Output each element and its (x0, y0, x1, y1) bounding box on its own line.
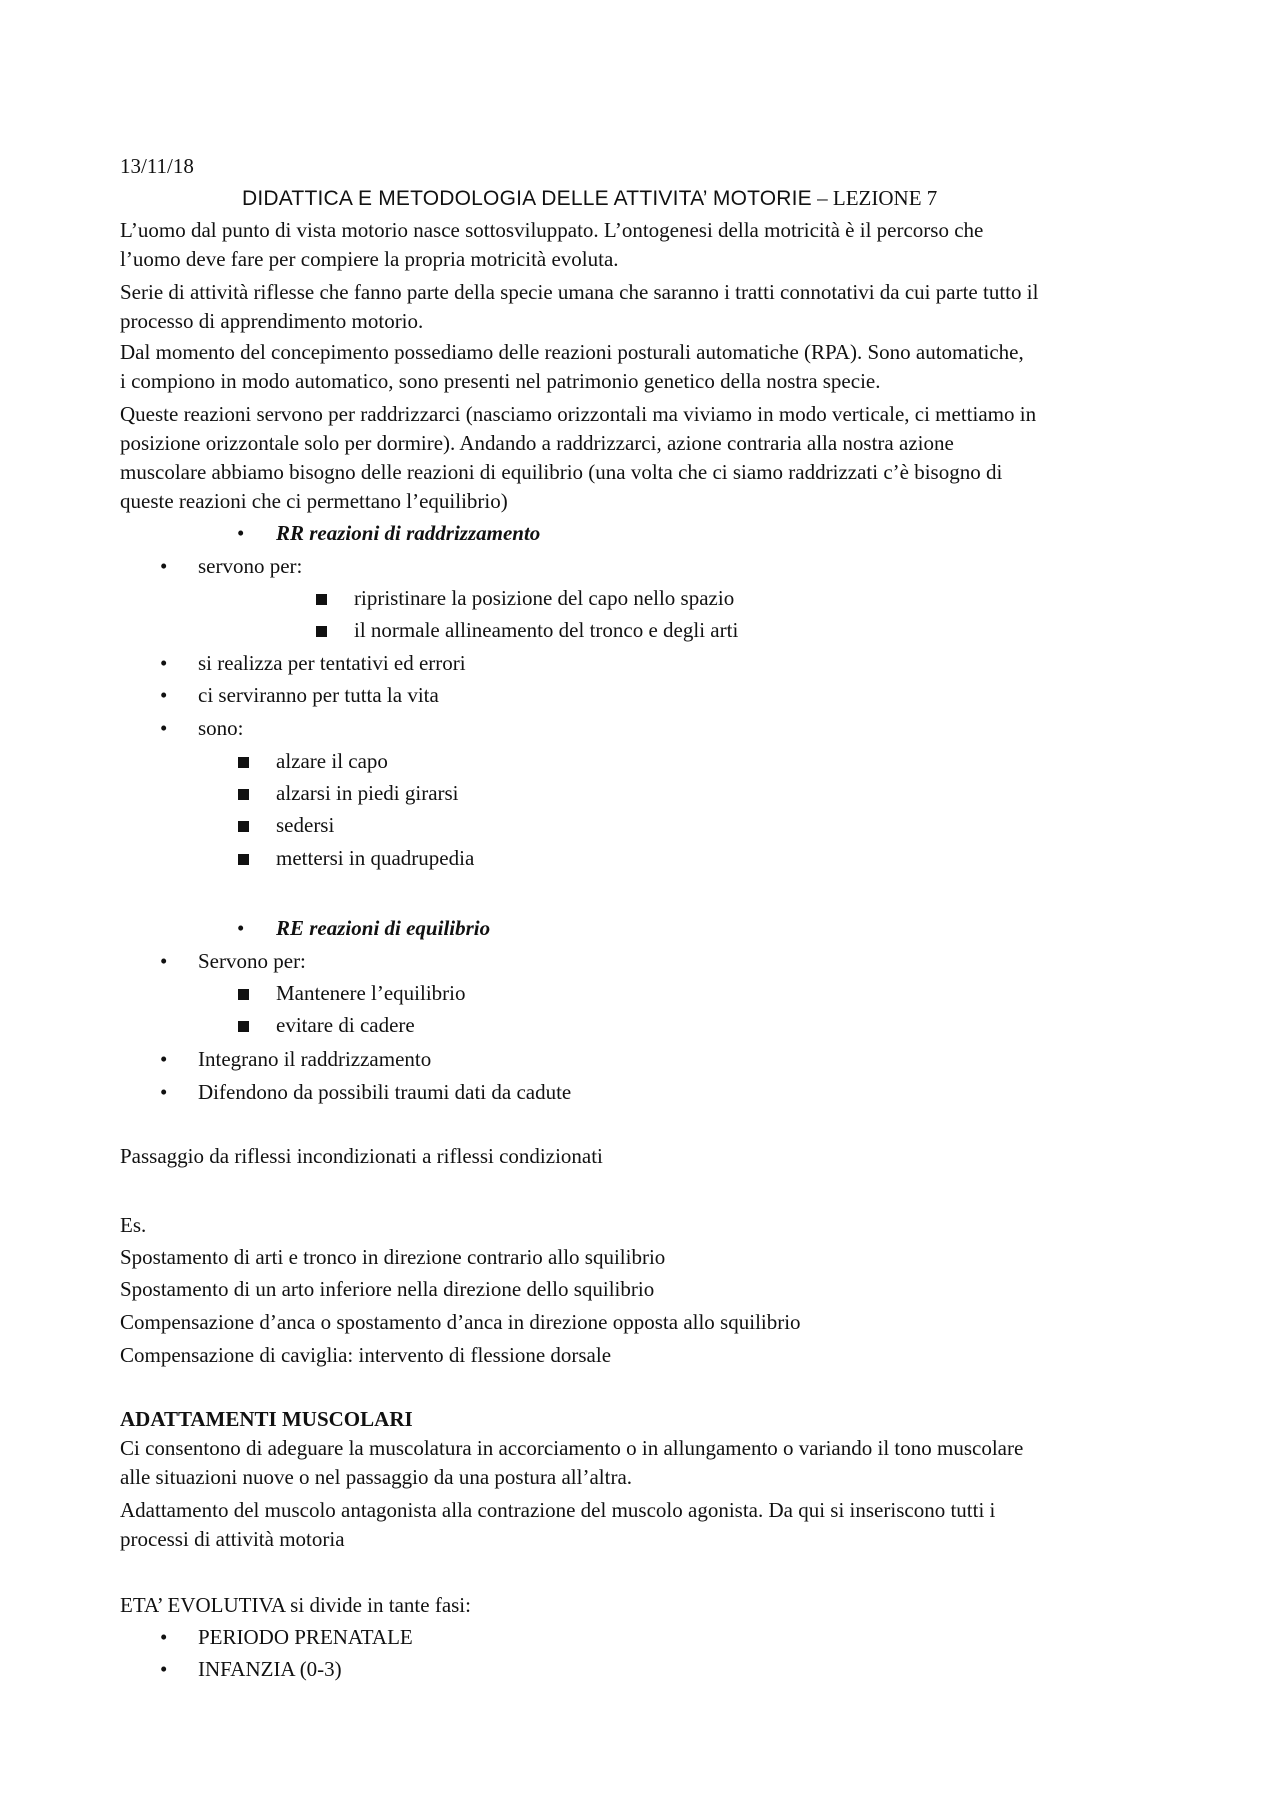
intro-line: processo di apprendimento motorio. (120, 309, 424, 333)
list-item: alzare il capo (276, 749, 388, 773)
re-servono: Servono per: (198, 949, 306, 973)
square-bullet-icon (238, 821, 249, 832)
intro-line: i compiono in modo automatico, sono presenti nel patrimonio genetico della nostra specie. (120, 369, 881, 393)
list-item: Integrano il raddrizzamento (198, 1047, 432, 1071)
bullet-icon: • (160, 949, 168, 973)
list-item: evitare di cadere (276, 1013, 415, 1037)
date: 13/11/18 (120, 154, 194, 178)
list-item: mettersi in quadrupedia (276, 846, 475, 870)
intro-line: muscolare abbiamo bisogno delle reazioni di equilibrio (una volta che ci siamo raddrizzati c’è bisogno di (120, 460, 1003, 484)
list-item: sedersi (276, 813, 335, 837)
bullet-icon: • (160, 554, 168, 578)
examples-label: Es. (120, 1213, 147, 1237)
square-bullet-icon (238, 854, 249, 865)
bullet-icon: • (160, 1047, 168, 1071)
example-item: Spostamento di un arto inferiore nella direzione dello squilibrio (120, 1277, 655, 1301)
bullet-icon: • (160, 651, 168, 675)
list-item: Difendono da possibili traumi dati da cadute (198, 1080, 572, 1104)
passaggio-text: Passaggio da riflessi incondizionati a riflessi condizionati (120, 1144, 603, 1168)
list-item: si realizza per tentativi ed errori (198, 651, 466, 675)
bullet-icon: • (237, 521, 245, 545)
square-bullet-icon (316, 626, 327, 637)
intro-line: Queste reazioni servono per raddrizzarci (nasciamo orizzontali ma viviamo in modo verticale, ci mettiamo in (120, 402, 1037, 426)
square-bullet-icon (238, 989, 249, 1000)
intro-line: L’uomo dal punto di vista motorio nasce sottosviluppato. L’ontogenesi della motricità è il percorso che (120, 218, 984, 242)
list-item: alzarsi in piedi girarsi (276, 781, 459, 805)
list-item: il normale allineamento del tronco e degli arti (354, 618, 739, 642)
bullet-icon: • (160, 683, 168, 707)
bullet-icon: • (160, 1080, 168, 1104)
example-item: Spostamento di arti e tronco in direzione contrario allo squilibrio (120, 1245, 666, 1269)
intro-line: posizione orizzontale solo per dormire). Andando a raddrizzarci, azione contraria alla nostra azione (120, 431, 954, 455)
re-heading: RE reazioni di equilibrio (276, 916, 491, 940)
adattamenti-line: Adattamento del muscolo antagonista alla contrazione del muscolo agonista. Da qui si inseriscono tutti i (120, 1498, 996, 1522)
square-bullet-icon (238, 1021, 249, 1032)
rr-heading: RR reazioni di raddrizzamento (276, 521, 541, 545)
list-item: INFANZIA (0-3) (198, 1657, 342, 1681)
square-bullet-icon (238, 757, 249, 768)
list-item: ci serviranno per tutta la vita (198, 683, 439, 707)
page-title (242, 184, 937, 213)
example-item: Compensazione di caviglia: intervento di flessione dorsale (120, 1343, 612, 1367)
adattamenti-line: Ci consentono di adeguare la muscolatura in accorciamento o in allungamento o variando il tono muscolare (120, 1436, 1024, 1460)
adattamenti-line: alle situazioni nuove o nel passaggio da una postura all’altra. (120, 1465, 633, 1489)
square-bullet-icon (316, 594, 327, 605)
intro-line: Serie di attività riflesse che fanno parte della specie umana che saranno i tratti connotativi da cui parte tutto il (120, 280, 1039, 304)
title-suffix: – LEZIONE 7 (817, 186, 938, 210)
title-main: DIDATTICA E METODOLOGIA DELLE ATTIVITA’ MOTORIE (242, 187, 812, 210)
list-item: PERIODO PRENATALE (198, 1625, 413, 1649)
intro-line: Dal momento del concepimento possediamo delle reazioni posturali automatiche (RPA). Sono automatiche, (120, 340, 1024, 364)
bullet-icon: • (160, 716, 168, 740)
adattamenti-line: processi di attività motoria (120, 1527, 345, 1551)
bullet-icon: • (160, 1625, 168, 1649)
bullet-icon: • (237, 916, 245, 940)
intro-line: l’uomo deve fare per compiere la propria motricità evoluta. (120, 247, 619, 271)
square-bullet-icon (238, 789, 249, 800)
list-item: Mantenere l’equilibrio (276, 981, 466, 1005)
adattamenti-heading: ADATTAMENTI MUSCOLARI (120, 1407, 413, 1431)
rr-sono: sono: (198, 716, 244, 740)
list-item: ripristinare la posizione del capo nello spazio (354, 586, 735, 610)
rr-servono: servono per: (198, 554, 303, 578)
bullet-icon: • (160, 1657, 168, 1681)
example-item: Compensazione d’anca o spostamento d’anca in direzione opposta allo squilibrio (120, 1310, 801, 1334)
eta-intro: ETA’ EVOLUTIVA si divide in tante fasi: (120, 1593, 471, 1617)
intro-line: queste reazioni che ci permettano l’equilibrio) (120, 489, 508, 513)
